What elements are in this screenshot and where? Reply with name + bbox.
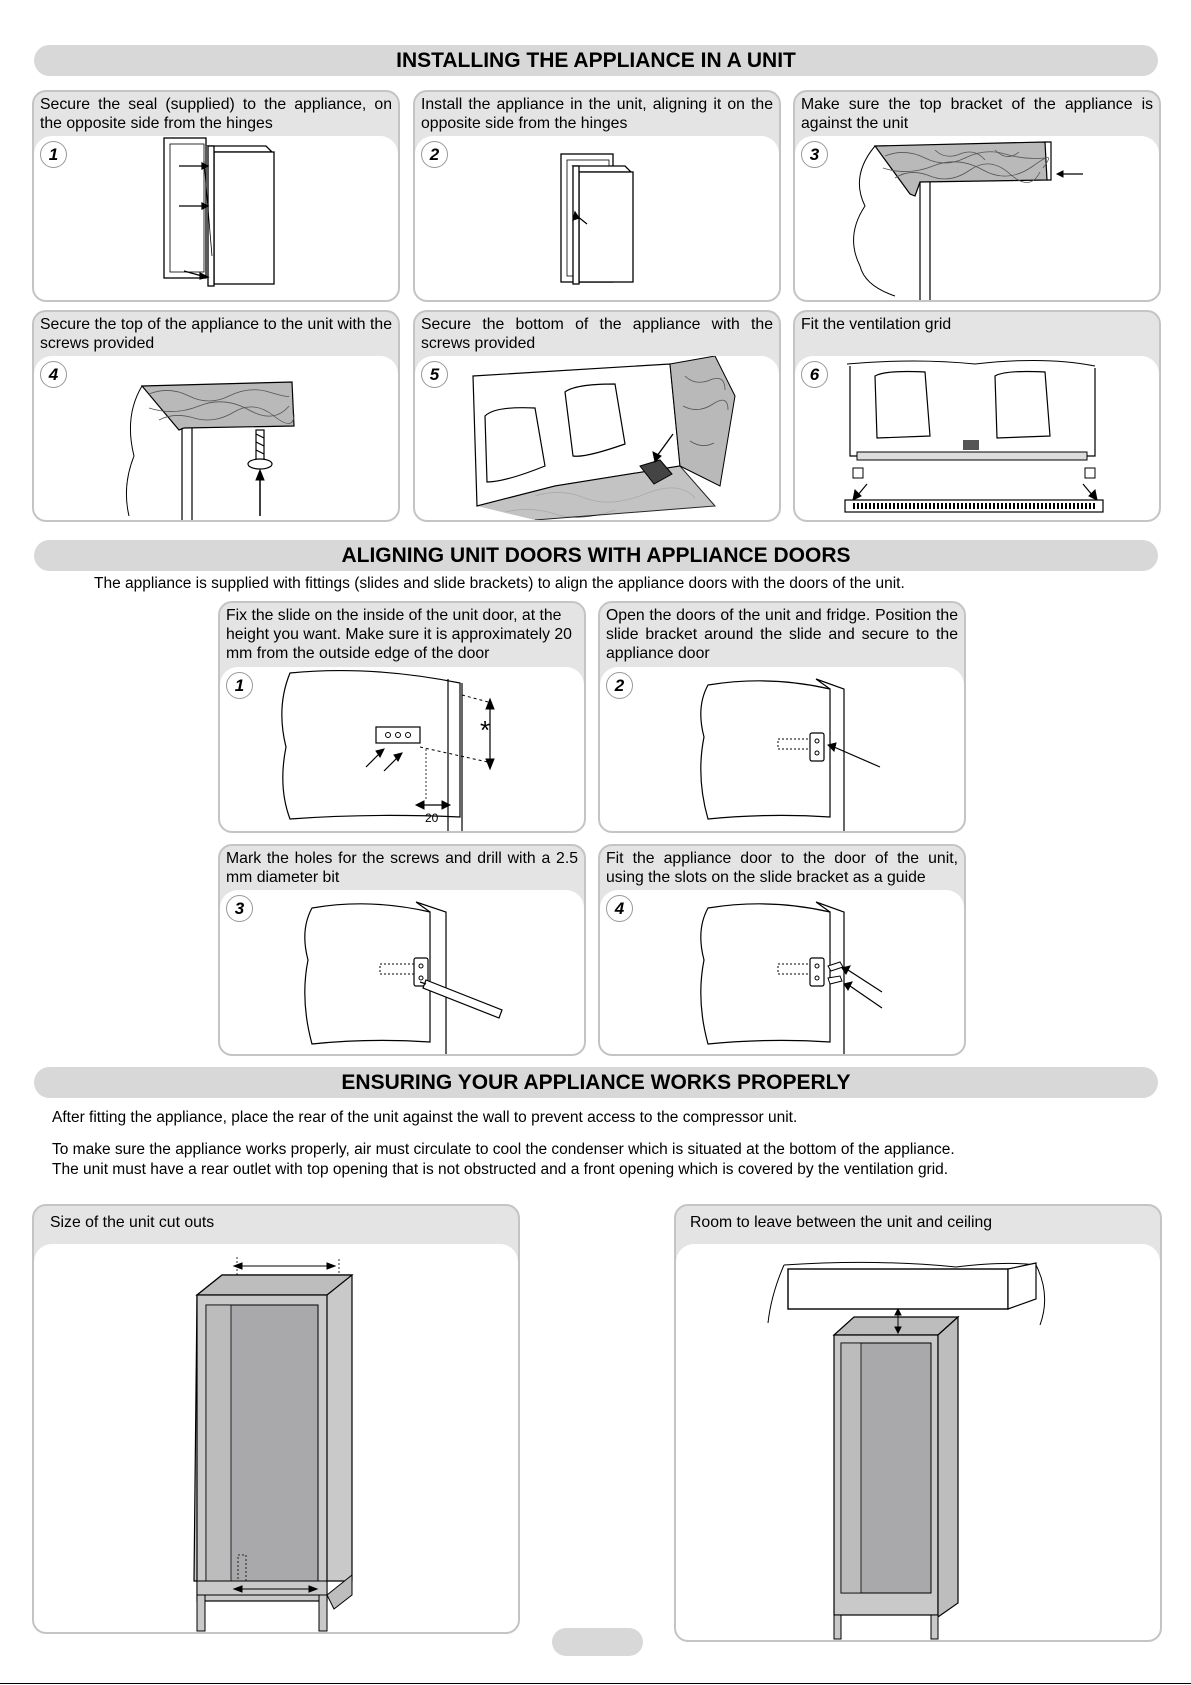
- ceiling-clearance-title: Room to leave between the unit and ceiling: [690, 1214, 993, 1231]
- section-title-installing: INSTALLING THE APPLIANCE IN A UNIT: [34, 45, 1158, 76]
- door-fitting-illustration: [600, 890, 964, 1054]
- install-step-5-text: Secure the bottom of the appliance with the screws provided: [421, 316, 773, 352]
- install-step-6-number: 6: [801, 361, 828, 388]
- align-step-2-number: 2: [606, 672, 633, 699]
- drilling-illustration: [220, 890, 584, 1054]
- install-step-4-panel: [32, 310, 400, 522]
- section-title-ensuring: ENSURING YOUR APPLIANCE WORKS PROPERLY: [34, 1067, 1158, 1098]
- page-number-pill: [552, 1628, 643, 1656]
- section-title-aligning: ALIGNING UNIT DOORS WITH APPLIANCE DOORS: [34, 540, 1158, 571]
- install-step-5-panel: [413, 310, 781, 522]
- slide-distance-label: 20: [425, 811, 439, 825]
- install-step-3-panel: [793, 90, 1161, 302]
- align-step-3-number: 3: [226, 895, 253, 922]
- align-step-4-number: 4: [606, 895, 633, 922]
- align-step-1-number: 1: [226, 672, 253, 699]
- appliance-insert-illustration: [415, 136, 779, 300]
- align-step-2-text: Open the doors of the unit and fridge. Position the slide bracket around the slide and secure to the appliance door: [606, 607, 958, 662]
- ensuring-paragraph-2-line-2: The unit must have a rear outlet with top opening that is not obstructed and a front opening which is covered by the ventilation grid.: [52, 1161, 949, 1178]
- align-step-4-panel: [598, 844, 966, 1056]
- install-step-2-number: 2: [421, 141, 448, 168]
- install-step-2-text: Install the appliance in the unit, aligning it on the opposite side from the hinges: [421, 96, 773, 132]
- ceiling-clearance-panel: [674, 1204, 1162, 1642]
- install-step-4-text: Secure the top of the appliance to the unit with the screws provided: [40, 316, 392, 352]
- install-step-6-text: Fit the ventilation grid: [801, 316, 952, 333]
- align-step-4-text: Fit the appliance door to the door of the unit, using the slots on the slide bracket as a guide: [606, 850, 958, 886]
- install-step-5-number: 5: [421, 361, 448, 388]
- aligning-intro-text: The appliance is supplied with fittings (slides and slide brackets) to align the appliance doors with the doors of the unit.: [94, 575, 905, 592]
- slide-fixing-illustration: [220, 667, 584, 831]
- ensuring-paragraph-1: After fitting the appliance, place the rear of the unit against the wall to prevent access to the compressor unit.: [52, 1109, 798, 1126]
- slide-height-star: *: [480, 715, 491, 745]
- install-step-3-text: Make sure the top bracket of the appliance is against the unit: [801, 96, 1153, 132]
- install-step-4-number: 4: [40, 361, 67, 388]
- install-step-1-number: 1: [40, 141, 67, 168]
- bottom-screw-illustration: [415, 356, 779, 520]
- seal-fitting-illustration: [34, 136, 398, 300]
- install-step-2-panel: [413, 90, 781, 302]
- install-step-3-number: 3: [801, 141, 828, 168]
- top-screw-illustration: [34, 356, 398, 520]
- slide-bracket-illustration: [600, 667, 964, 831]
- unit-cutouts-title: Size of the unit cut outs: [50, 1214, 215, 1231]
- align-step-3-panel: [218, 844, 586, 1056]
- top-bracket-illustration: [795, 136, 1159, 300]
- align-step-1-panel: [218, 601, 586, 833]
- install-step-1-panel: [32, 90, 400, 302]
- install-step-6-panel: [793, 310, 1161, 522]
- align-step-2-panel: [598, 601, 966, 833]
- ensuring-paragraph-2-line-1: To make sure the appliance works properly, air must circulate to cool the condenser which is situated at the bottom of the appliance.: [52, 1141, 955, 1158]
- unit-cutouts-illustration: [34, 1244, 518, 1632]
- install-step-1-text: Secure the seal (supplied) to the appliance, on the opposite side from the hinges: [40, 96, 392, 132]
- ventilation-grid-illustration: [795, 356, 1159, 520]
- align-step-1-text: Fix the slide on the inside of the unit door, at the height you want. Make sure it is approximately 20 mm from the outside edge of the door: [226, 607, 572, 662]
- unit-cutouts-panel: [32, 1204, 520, 1634]
- bottom-edge-line: [0, 1683, 1191, 1684]
- align-step-3-text: Mark the holes for the screws and drill with a 2.5 mm diameter bit: [226, 850, 578, 886]
- ceiling-clearance-illustration: [676, 1244, 1160, 1640]
